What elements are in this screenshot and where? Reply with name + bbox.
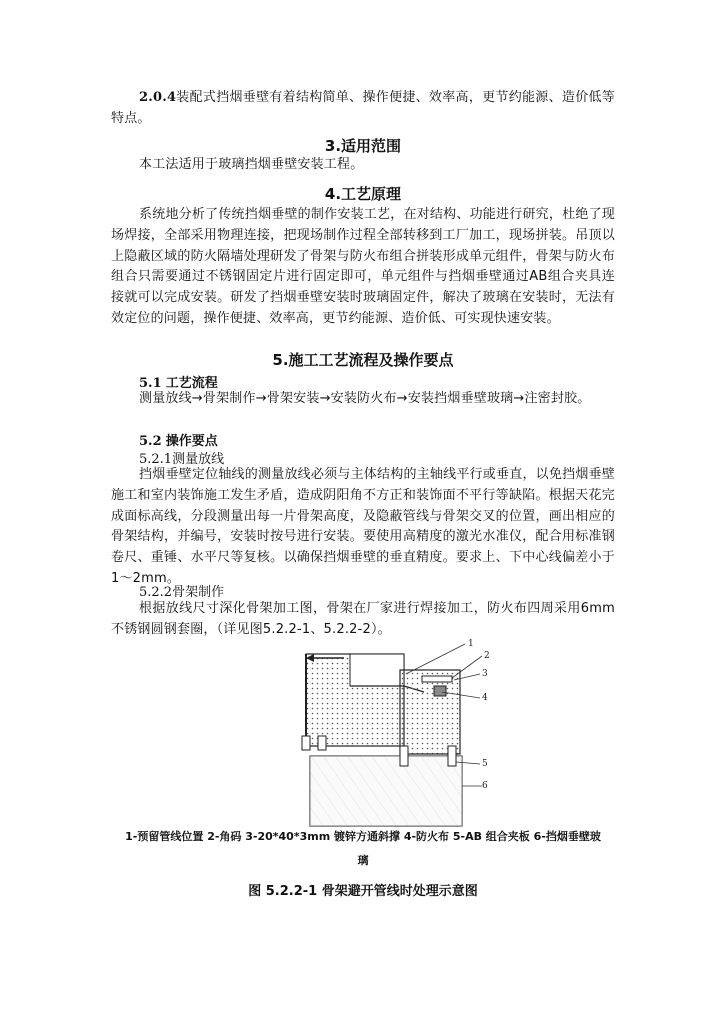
subsection-5-2-2-label: 骨架制作 xyxy=(172,585,225,600)
figure-caption-line1: 1-预留管线位置 2-角码 3-20*40*3mm 镀锌方通斜撑 4-防火布 5-AB 组合夹板 6-挡烟垂壁玻 xyxy=(125,830,601,843)
subsection-5-2-number: 5.2 xyxy=(139,434,162,449)
process-flow-text: 测量放线→骨架制作→骨架安装→安装防火布→安装挡烟垂壁玻璃→注密封胶。 xyxy=(139,391,591,406)
para-2-0-4 xyxy=(111,88,615,130)
subsection-5-2 xyxy=(139,430,218,449)
frame-text: 根据放线尺寸深化骨架加工图，骨架在厂家进行焊接加工，防火布四周采用6mm不锈钢圆钢套圈，（详见图5.2.2-1、5.2.2-2）。 xyxy=(111,601,615,637)
section-4-title: 4.工艺原理 xyxy=(324,185,402,203)
right-frame xyxy=(400,670,460,766)
subsection-5-1-label: 工艺流程 xyxy=(165,376,218,391)
subsection-5-2-label: 操作要点 xyxy=(165,434,218,449)
frame-diagram xyxy=(190,636,490,836)
measure-text: 挡烟垂壁定位轴线的测量放线必须与主体结构的主轴线平行或垂直，以免挡烟垂壁施工和室内装饰施工发生矛盾，造成阴阳角不方正和装饰面不平行等缺陷。根据天花完成面标高线，分段测量出每一片骨架高度，及隐蔽管线与骨架交叉的位置，画出相应的骨架结构，并编号，安装时按号进行安装。要使用高精度的激光水准仪，配合用标准钢卷尺、重锤、水平尺等复核。以确保挡烟垂壁的垂直精度。要求上、下中心线偏差小于1～2mm。 xyxy=(111,467,615,586)
subsection-5-2-2 xyxy=(139,581,224,600)
figure-title: 图 5.2.2-1 骨架避开管线时处理示意图 xyxy=(248,884,478,899)
subsection-5-2-1-number: 5.2.1 xyxy=(139,452,173,467)
label-2: 2 xyxy=(484,651,490,661)
label-3: 3 xyxy=(482,669,488,679)
glass-panel xyxy=(310,756,462,826)
figure-caption-line2: 璃 xyxy=(357,854,369,867)
label-6: 6 xyxy=(482,781,488,791)
subsection-5-2-2-number: 5.2.2 xyxy=(139,585,173,600)
label-5: 5 xyxy=(482,759,488,769)
subsection-5-1-number: 5.1 xyxy=(139,376,162,391)
para-2-0-4-text: 装配式挡烟垂壁有着结构简单、操作便捷、效率高，更节约能源、造价低等特点。 xyxy=(111,90,615,126)
subsection-5-2-1-label: 测量放线 xyxy=(172,452,225,467)
section-4-text: 系统地分析了传统挡烟垂壁的制作安装工艺，在对结构、功能进行研究，杜绝了现场焊接，全部采用物理连接，把现场制作过程全部转移到工厂加工，现场拼装。吊顶以上隐蔽区域的防火隔墙处理研发了骨架与防火布组合拼装形成单元组件，骨架与防火布组合只需要通过不锈钢固定片进行固定即可，单元组件与挡烟垂壁通过AB组合夹具连接就可以完成安装。研发了挡烟垂壁安装时玻璃固定件，解决了玻璃在安装时，无法有效定位的问题，操作便捷、效率高，更节约能源、造价低、可实现快速安装。 xyxy=(111,207,615,326)
section-5-title: 5.施工工艺流程及操作要点 xyxy=(272,351,454,369)
label-4: 4 xyxy=(482,693,488,703)
label-1: 1 xyxy=(468,639,474,649)
section-3-text: 本工法适用于玻璃挡烟垂壁安装工程。 xyxy=(139,157,364,172)
para-2-0-4-number: 2.0.4 xyxy=(139,90,177,105)
section-3-title: 3.适用范围 xyxy=(324,137,402,155)
